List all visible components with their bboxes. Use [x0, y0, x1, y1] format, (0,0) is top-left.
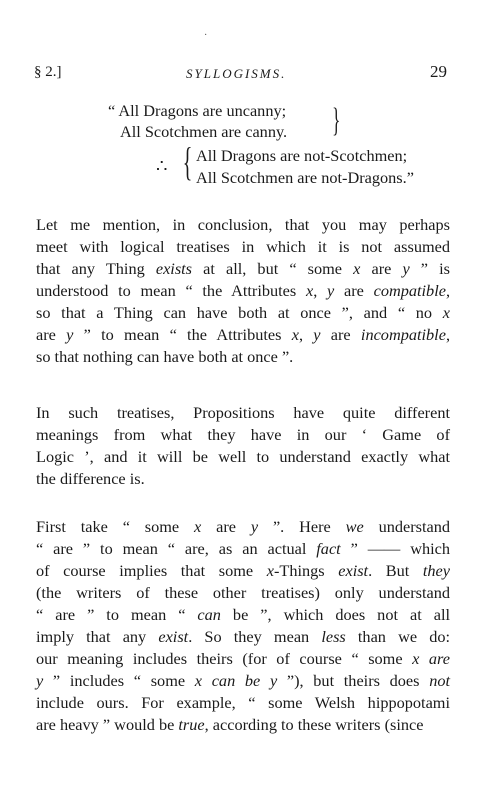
text-run: ” is: [409, 259, 450, 278]
text-line: [36, 214, 450, 236]
text-line: [36, 538, 450, 560]
text-run: ,: [445, 325, 451, 344]
italic-run: fact: [316, 539, 341, 558]
text-run: include ours. For example, “ some Welsh hippopotami: [36, 693, 450, 712]
text-run: our meaning includes theirs (for of course “ some: [36, 649, 413, 668]
text-run: Let me mention, in conclusion, that you may perhaps: [36, 215, 450, 234]
italic-run: y: [36, 671, 44, 690]
text-run: ,: [313, 281, 328, 300]
italic-run: we: [345, 517, 364, 536]
text-run: ”. Here: [258, 517, 346, 536]
page-number: 29: [430, 62, 447, 81]
text-run: ,: [445, 281, 451, 300]
text-run: than we do:: [345, 627, 451, 646]
text-line: [36, 604, 450, 626]
text-line: [36, 714, 450, 736]
italic-run: not: [429, 671, 450, 690]
text-run: “ are ” to mean “ are, as an actual: [36, 539, 317, 558]
text-run: imply that any: [36, 627, 159, 646]
text-run: ” includes “ some: [43, 671, 195, 690]
text-run: so that a Thing can have both at once ”, and “ no: [36, 303, 443, 322]
conclusion-1: All Dragons are not-Scotchmen;: [196, 146, 408, 165]
italic-run: exists: [155, 259, 193, 278]
premiss-1: “ All Dragons are uncanny;: [108, 101, 287, 120]
text-run: are: [334, 281, 374, 300]
text-run: . But: [368, 561, 423, 580]
text-run: Logic ’, and it will be well to understand exactly what: [36, 447, 450, 466]
premiss-brace: }: [332, 102, 341, 139]
italic-run: incompatible: [360, 325, 446, 344]
therefore-sign: ∴: [156, 156, 168, 176]
text-run: ” to mean “ the Attributes: [73, 325, 292, 344]
text-run: ”), but theirs does: [277, 671, 430, 690]
text-run: , according to these writers (since: [204, 715, 424, 734]
text-run: First take “ some: [36, 517, 195, 536]
section-number: § 2.]: [34, 64, 62, 80]
italic-run: y: [402, 259, 410, 278]
paragraph-2: [36, 402, 450, 490]
italic-run: x: [353, 259, 361, 278]
text-run: be ”, which does not at all: [220, 605, 450, 624]
text-run: are: [360, 259, 403, 278]
text-line: [36, 446, 450, 468]
text-run: the difference is.: [36, 469, 145, 488]
text-run: are heavy ” would be: [36, 715, 179, 734]
text-line: [36, 692, 450, 714]
text-run: ,: [298, 325, 314, 344]
text-run: of course implies that some: [36, 561, 267, 580]
text-line: [36, 468, 450, 490]
conclusion-2: All Scotchmen are not-Dragons.”: [196, 168, 414, 187]
text-run: at all, but “ some: [192, 259, 354, 278]
italic-run: exist: [338, 561, 369, 580]
italic-run: can: [197, 605, 221, 624]
premiss-2: All Scotchmen are canny.: [120, 122, 288, 141]
text-run: that any Thing: [36, 259, 156, 278]
italic-run: y: [327, 281, 335, 300]
italic-run: compatible: [373, 281, 446, 300]
italic-run: x: [442, 303, 450, 322]
text-line: [36, 402, 450, 424]
text-run: meanings from what they have in our ‘ Game of: [36, 425, 450, 444]
text-run: are: [36, 325, 67, 344]
text-run: understood to mean “ the Attributes: [36, 281, 306, 300]
text-run: (the writers of these other treatises) only understand: [36, 583, 450, 602]
text-line: [36, 516, 450, 538]
italic-run: x can be y: [194, 671, 278, 690]
running-title: SYLLOGISMS.: [186, 66, 287, 81]
text-line: [36, 302, 450, 324]
text-run: In such treatises, Propositions have quite different: [36, 403, 450, 422]
paragraph-1: [36, 214, 450, 368]
italic-run: less: [321, 627, 346, 646]
text-line: [36, 236, 450, 258]
text-line: [36, 582, 450, 604]
text-run: understand: [363, 517, 451, 536]
italic-run: they: [422, 561, 451, 580]
italic-run: x: [194, 517, 202, 536]
italic-run: exist: [158, 627, 189, 646]
text-line: [36, 258, 450, 280]
italic-run: y: [250, 517, 259, 536]
text-line: [36, 626, 450, 648]
text-line: [36, 280, 450, 302]
italic-run: x: [305, 281, 314, 300]
text-line: [36, 560, 450, 582]
italic-run: true: [178, 715, 205, 734]
text-line: [36, 424, 450, 446]
italic-run: x: [266, 561, 274, 580]
italic-run: x are: [412, 649, 450, 668]
text-run: . So they mean: [188, 627, 322, 646]
paragraph-3: [36, 516, 450, 736]
text-run: are: [201, 517, 251, 536]
italic-run: y: [66, 325, 74, 344]
text-run: so that nothing can have both at once ”.: [36, 347, 294, 366]
italic-run: x: [291, 325, 299, 344]
text-run: -Things: [274, 561, 339, 580]
text-run: are: [320, 325, 361, 344]
text-run: “ are ” to mean “: [36, 605, 198, 624]
text-line: [36, 648, 450, 670]
text-line: [36, 324, 450, 346]
text-run: meet with logical treatises in which it is not assumed: [36, 237, 450, 256]
text-line: [36, 670, 450, 692]
text-line: [36, 346, 450, 368]
italic-run: y: [313, 325, 321, 344]
text-run: ” —— which: [340, 539, 450, 558]
conclusion-brace: {: [182, 139, 193, 184]
page-mark: ·: [204, 30, 208, 41]
